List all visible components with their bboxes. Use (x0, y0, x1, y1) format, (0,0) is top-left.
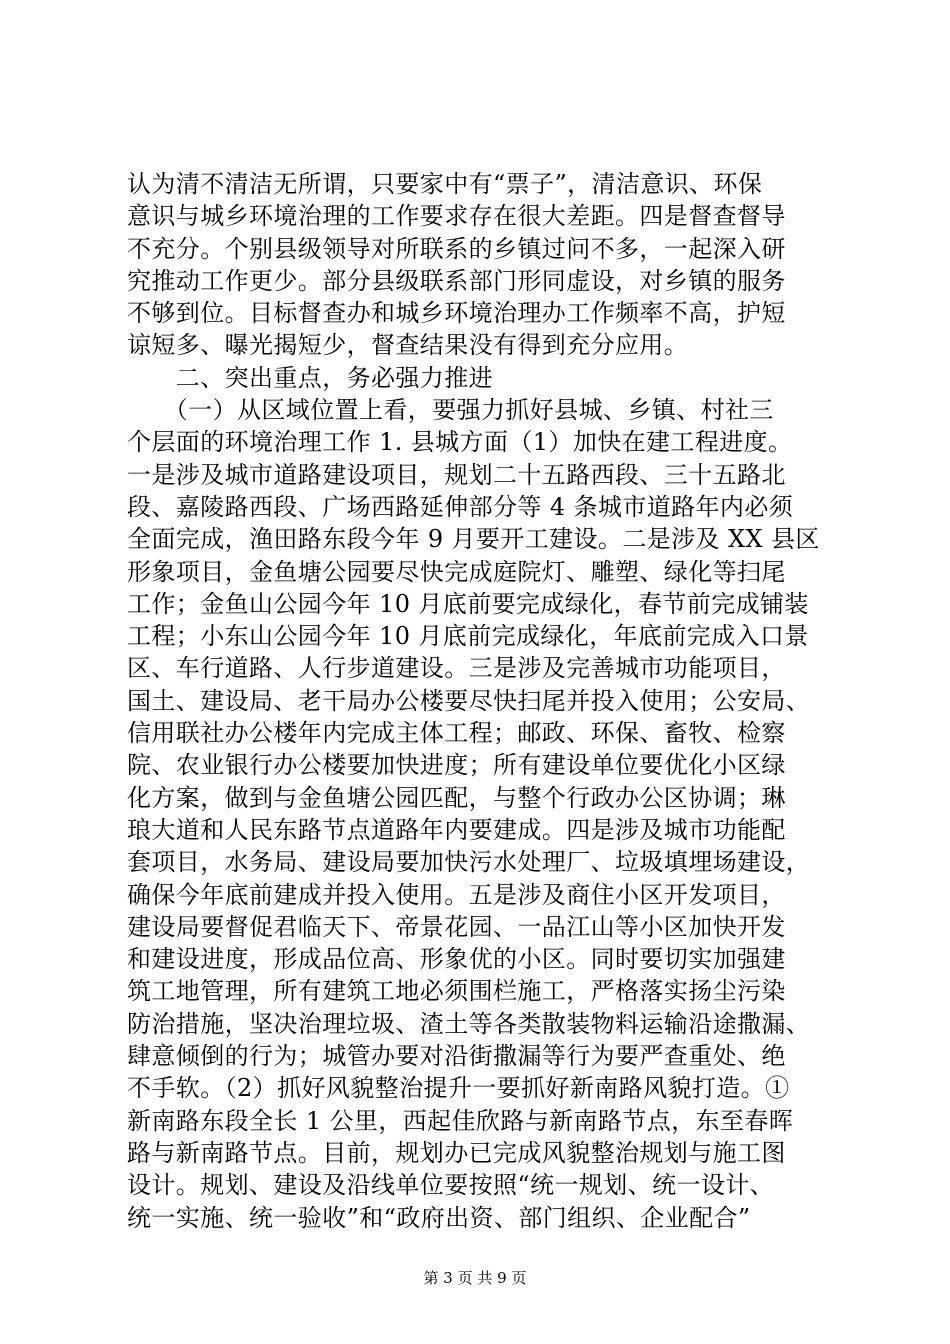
text-line: 防治措施，坚决治理垃圾、渣土等各类散装物料运输沿途撒漏、 (127, 1009, 811, 1038)
text-line: 谅短多、曝光揭短少，督查结果没有得到充分应用。 (127, 331, 689, 360)
text-line: 新南路东段全长 1 公里，西起佳欣路与新南路节点，东至春晖 (127, 1106, 794, 1135)
text-line: 肆意倾倒的行为；城管办要对沿街撒漏等行为要严查重处、绝 (127, 1042, 786, 1071)
text-line: 不够到位。目标督查办和城乡环境治理办工作频率不高，护短 (127, 299, 786, 328)
text-line: 筑工地管理，所有建筑工地必须围栏施工，严格落实扬尘污染 (127, 977, 786, 1006)
text-line: 和建设进度，形成品位高、形象优的小区。同时要切实加强建 (127, 945, 786, 974)
text-line: 区、车行道路、人行步道建设。三是涉及完善城市功能项目， (127, 654, 786, 683)
text-line: 不手软。（2）抓好风貌整治提升一要抓好新南路风貌打造。① (127, 1074, 790, 1103)
text-line: 全面完成，渔田路东段今年 9 月要开工建设。二是涉及 XX 县区 (127, 525, 820, 554)
text-line: 琅大道和人民东路节点道路年内要建成。四是涉及城市功能配 (127, 815, 786, 844)
page-footer (0, 1268, 950, 1288)
text-line: 套项目，水务局、建设局要加快污水处理厂、垃圾填埋场建设， (127, 848, 811, 877)
text-line: 究推动工作更少。部分县级联系部门形同虚设，对乡镇的服务 (127, 266, 786, 295)
text-line: 建设局要督促君临天下、帝景花园、一品江山等小区加快开发 (127, 912, 786, 941)
text-line: 化方案，做到与金鱼塘公园匹配，与整个行政办公区协调；琳 (127, 783, 786, 812)
text-line: 国土、建设局、老干局办公楼要尽快扫尾并投入使用；公安局、 (127, 686, 811, 715)
text-line: 院、农业银行办公楼要加快进度；所有建设单位要优化小区绿 (127, 751, 786, 780)
section-heading: 二、突出重点，务必强力推进 (127, 363, 493, 392)
text-line: 认为清不清洁无所谓，只要家中有“票子”，清洁意识、环保 (127, 170, 763, 198)
text-line: 工作；金鱼山公园今年 10 月底前要完成绿化，春节前完成铺装 (127, 589, 809, 618)
text-line: 确保今年底前建成并投入使用。五是涉及商住小区开发项目， (127, 880, 786, 909)
text-line: 路与新南路节点。目前，规划办已完成风貌整治规划与施工图 (127, 1138, 786, 1167)
text-line: 不充分。个别县级领导对所联系的乡镇过问不多，一起深入研 (127, 234, 786, 263)
text-line: 段、嘉陵路西段、广场西路延伸部分等 4 条城市道路年内必须 (127, 492, 794, 521)
text-line: 工程；小东山公园今年 10 月底前完成绿化，年底前完成入口景 (127, 622, 809, 651)
text-line: 意识与城乡环境治理的工作要求存在很大差距。四是督查督导 (127, 202, 786, 231)
text-line: 信用联社办公楼年内完成主体工程；邮政、环保、畜牧、检察 (127, 719, 786, 748)
page-number: 第 3 页 共 9 页 (423, 1269, 527, 1287)
text-line: 形象项目，金鱼塘公园要尽快完成庭院灯、雕塑、绿化等扫尾 (127, 557, 786, 586)
text-line: （一）从区域位置上看，要强力抓好县城、乡镇、村社三 (127, 396, 774, 425)
text-line: 一是涉及城市道路建设项目，规划二十五路西段、三十五路北 (127, 460, 786, 489)
body-text (127, 168, 827, 1234)
text-line: 个层面的环境治理工作 1. 县城方面（1）加快在建工程进度。 (127, 428, 793, 457)
text-line: 设计。规划、建设及沿线单位要按照“统一规划、统一设计、 (127, 1171, 775, 1200)
text-line: 统一实施、统一验收”和“政府出资、部门组织、企业配合” (127, 1203, 751, 1232)
